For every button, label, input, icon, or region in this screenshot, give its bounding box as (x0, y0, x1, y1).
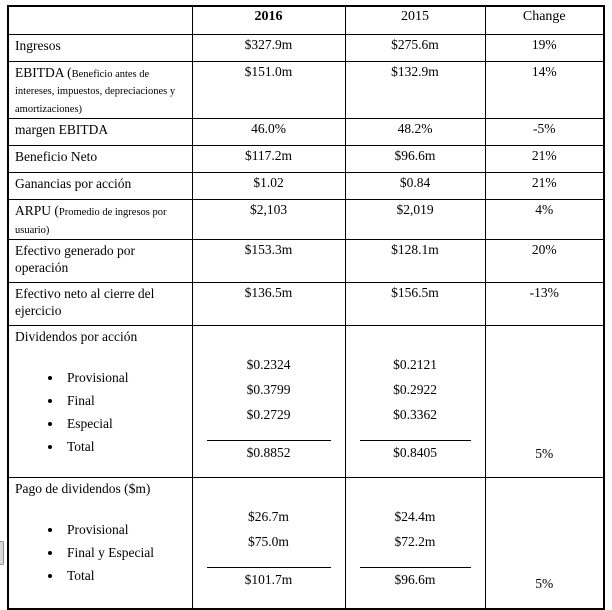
row-label-note: Beneficio antes de intereses, impuestos, depreciaciones y amortizaciones) (15, 69, 176, 115)
value-2016: $1.02 (192, 173, 345, 200)
pay-2016-cell (192, 478, 345, 610)
section-label-cell (8, 478, 192, 610)
value-2016: $136.5m (192, 283, 345, 326)
section-title: Dividendos por acción (15, 329, 138, 345)
value-2015: $96.6m (345, 146, 485, 173)
change-value: 5% (535, 446, 554, 462)
change-value: 4% (485, 200, 604, 240)
pay-2015-final-especial: $72.2m (394, 534, 436, 550)
value-2015: $132.9m (345, 62, 485, 119)
value-2016: $2,103 (192, 200, 345, 240)
bullet-item: • Especial (63, 412, 188, 435)
row-ganancias-por-accion (8, 173, 604, 200)
header-blank-cell (8, 6, 192, 35)
bullet-item: • Final y Especial (63, 541, 188, 564)
change-value: -13% (485, 283, 604, 326)
dps-2015-total-line (360, 440, 471, 461)
bullet-item: • Final (63, 389, 188, 412)
section-title: Pago de dividendos ($m) (15, 481, 151, 497)
pay-2015-cell (345, 478, 485, 610)
row-label: Efectivo neto al cierre del ejercicio (8, 283, 192, 326)
row-label-cell (8, 200, 192, 240)
value-2015: $0.84 (345, 173, 485, 200)
dps-2016-cell (192, 326, 345, 478)
value-2016: $153.3m (192, 240, 345, 283)
row-label: EBITDA ( (15, 65, 72, 80)
bullet-item: • Total (63, 564, 188, 587)
pay-change-cell (485, 478, 604, 610)
pay-2016-total: $101.7m (244, 572, 293, 588)
row-ebitda (8, 62, 604, 119)
dps-2016-total-line (207, 440, 331, 461)
value-2015: $2,019 (345, 200, 485, 240)
dps-2016-especial: $0.2729 (246, 407, 291, 423)
bullet-list (15, 366, 188, 458)
row-label: Beneficio Neto (8, 146, 192, 173)
bullet-item: • Total (63, 435, 188, 458)
dps-2015-provisional: $0.2121 (393, 357, 437, 373)
bullet-item: • Provisional (63, 366, 188, 389)
value-2015: $156.5m (345, 283, 485, 326)
dps-2015-cell (345, 326, 485, 478)
header-year-2015: 2015 (345, 6, 485, 35)
row-label-cell (8, 62, 192, 119)
bullet-item: • Provisional (63, 518, 188, 541)
pay-2015-total: $96.6m (394, 572, 436, 588)
section-dividends-per-share (8, 326, 604, 478)
dps-2015-total: $0.8405 (393, 445, 437, 461)
row-label: margen EBITDA (8, 119, 192, 146)
value-2016: 46.0% (192, 119, 345, 146)
pay-2016-final-especial: $75.0m (248, 534, 289, 550)
window-edge-artifact (0, 541, 4, 565)
pay-2016-provisional: $26.7m (248, 509, 289, 525)
row-arpu (8, 200, 604, 240)
section-dividend-payments (8, 478, 604, 610)
row-efectivo-neto (8, 283, 604, 326)
section-label-cell (8, 326, 192, 478)
pay-2015-provisional: $24.4m (394, 509, 436, 525)
row-label: Efectivo generado por operación (8, 240, 192, 283)
dps-2015-especial: $0.3362 (393, 407, 437, 423)
dps-2016-total: $0.8852 (246, 445, 291, 461)
dps-2016-final: $0.3799 (246, 382, 291, 398)
row-ingresos (8, 35, 604, 62)
pay-2016-total-line (207, 567, 331, 588)
row-margen-ebitda (8, 119, 604, 146)
change-value: 14% (485, 62, 604, 119)
value-2015: $128.1m (345, 240, 485, 283)
pay-2015-total-line (360, 567, 471, 588)
change-value: 20% (485, 240, 604, 283)
row-beneficio-neto (8, 146, 604, 173)
row-label-note: Promedio de ingresos por usuario) (15, 207, 167, 236)
change-value: -5% (485, 119, 604, 146)
change-value: 19% (485, 35, 604, 62)
value-2016: $327.9m (192, 35, 345, 62)
bullet-list (15, 518, 188, 587)
change-value: 21% (485, 173, 604, 200)
dps-2016-provisional: $0.2324 (246, 357, 291, 373)
change-value: 21% (485, 146, 604, 173)
row-efectivo-generado (8, 240, 604, 283)
value-2016: $117.2m (192, 146, 345, 173)
header-year-2016: 2016 (192, 6, 345, 35)
header-change: Change (485, 6, 604, 35)
row-label: Ingresos (8, 35, 192, 62)
row-label: ARPU ( (15, 203, 59, 219)
dps-2015-final: $0.2922 (393, 382, 437, 398)
value-2015: $275.6m (345, 35, 485, 62)
value-2016: $151.0m (192, 62, 345, 119)
dps-change-cell (485, 326, 604, 478)
table-header-row (8, 6, 604, 35)
value-2015: 48.2% (345, 119, 485, 146)
financial-results-table (7, 5, 605, 610)
row-label: Ganancias por acción (8, 173, 192, 200)
change-value: 5% (535, 576, 554, 592)
